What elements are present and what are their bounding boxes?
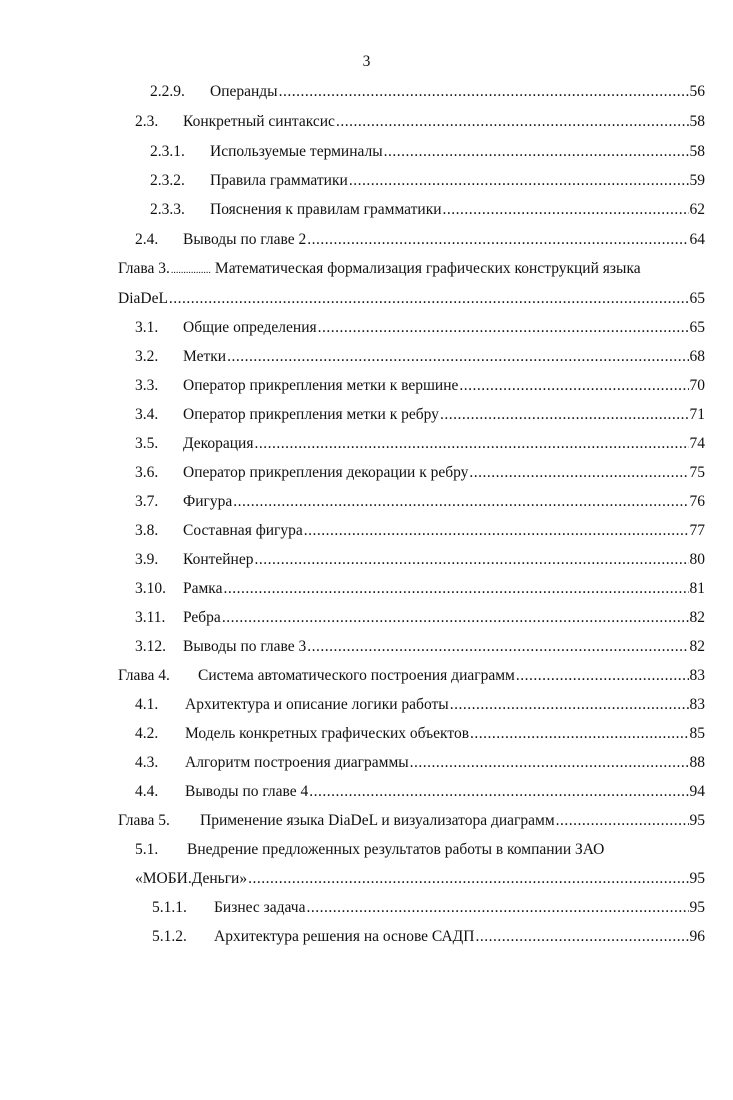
toc-entry-page: 56 <box>689 83 705 100</box>
toc-entry-number: 4.1. <box>135 696 159 713</box>
toc-entry-title: Выводы по главе 2 <box>183 231 307 248</box>
toc-chapter-3-heading[interactable] <box>118 260 641 282</box>
toc-entry-number: 3.5. <box>135 435 159 452</box>
toc-entry-3-4[interactable] <box>135 406 705 428</box>
toc-entry-2-3-1[interactable] <box>150 143 705 165</box>
toc-entry-page: 71 <box>689 406 705 423</box>
dot-leader <box>516 667 689 685</box>
toc-entry-page: 75 <box>689 464 705 481</box>
toc-entry-page: 88 <box>689 754 705 771</box>
dot-leader <box>469 464 688 482</box>
page-number: 3 <box>362 53 371 70</box>
toc-entry-4-2[interactable] <box>135 725 705 747</box>
toc-entry-4-1[interactable] <box>135 696 705 718</box>
toc-entry-number: Глава 5. <box>118 812 170 829</box>
toc-entry-title: Используемые терминалы <box>210 143 383 160</box>
toc-entry-title: Общие определения <box>183 319 317 336</box>
dot-leader <box>254 435 688 453</box>
dot-leader <box>306 899 688 917</box>
toc-entry-number: 5.1. <box>135 841 159 858</box>
toc-entry-page: 64 <box>689 231 705 248</box>
toc-entry-number: 4.2. <box>135 725 159 742</box>
toc-entry-title: Архитектура решения на основе САДП <box>214 928 475 945</box>
dot-leader <box>233 493 688 511</box>
dot-leader <box>459 377 688 395</box>
toc-entry-number: 3.2. <box>135 348 159 365</box>
toc-entry-number: 5.1.2. <box>152 928 187 945</box>
toc-entry-number: 3.11. <box>135 609 166 626</box>
dot-leader <box>450 696 689 714</box>
toc-entry-3-8[interactable] <box>135 522 705 544</box>
dot-leader <box>304 522 689 540</box>
toc-entry-number: 2.4. <box>135 231 159 248</box>
toc-entry-title: Пояснения к правилам грамматики <box>210 201 442 218</box>
toc-entry-4-3[interactable] <box>135 754 705 776</box>
toc-entry-number: Глава 4. <box>118 667 170 684</box>
toc-entry-title: Конкретный синтаксис <box>183 113 335 130</box>
dot-leader <box>556 812 689 830</box>
toc-entry-title: Метки <box>183 348 227 365</box>
toc-entry-number: 4.4. <box>135 783 159 800</box>
toc-entry-number: 3.3. <box>135 377 159 394</box>
dot-leader <box>349 172 689 190</box>
toc-entry-page: 65 <box>689 290 705 307</box>
toc-entry-3-2[interactable] <box>135 348 705 370</box>
toc-entry-5-1-continuation[interactable] <box>135 870 705 892</box>
toc-entry-page: 70 <box>689 377 705 394</box>
toc-entry-title: Модель конкретных графических объектов <box>185 725 470 742</box>
dot-leader <box>470 725 688 743</box>
dot-leader <box>318 319 689 337</box>
dot-leader <box>336 113 689 131</box>
toc-entry-title: Выводы по главе 3 <box>183 638 307 655</box>
toc-entry-page: 77 <box>689 522 705 539</box>
toc-entry-3-1[interactable] <box>135 319 705 341</box>
toc-entry-title: Оператор прикрепления декорации к ребру <box>183 464 469 481</box>
toc-entry-3-10[interactable] <box>135 580 705 602</box>
toc-entry-title: Выводы по главе 4 <box>185 783 309 800</box>
toc-entry-title: Применение языка DiaDeL и визуализатора диаграмм <box>200 812 555 829</box>
toc-entry-page: 59 <box>689 172 705 189</box>
dot-leader <box>384 143 689 161</box>
dot-leader <box>410 754 689 772</box>
toc-entry-page: 58 <box>689 113 705 130</box>
toc-entry-page: 58 <box>689 143 705 160</box>
toc-entry-2-3-3[interactable] <box>150 201 705 223</box>
toc-entry-3-11[interactable] <box>135 609 705 631</box>
toc-entry-page: 81 <box>689 580 705 597</box>
toc-entry-title: Ребра <box>183 609 221 626</box>
toc-entry-page: 85 <box>689 725 705 742</box>
toc-entry-page: 68 <box>689 348 705 365</box>
toc-entry-title: Архитектура и описание логики работы <box>185 696 449 713</box>
toc-entry-5-1-2[interactable] <box>152 928 705 950</box>
toc-entry-3-9[interactable] <box>135 551 705 573</box>
toc-entry-number: 3.6. <box>135 464 159 481</box>
toc-entry-number: 3.7. <box>135 493 159 510</box>
toc-entry-4-4[interactable] <box>135 783 705 805</box>
dot-leader <box>227 348 688 366</box>
toc-entry-title: Контейнер <box>183 551 254 568</box>
dot-leader: ................ <box>170 265 211 276</box>
toc-chapter-4[interactable] <box>118 667 705 689</box>
dot-leader <box>475 928 688 946</box>
dot-leader <box>307 231 688 249</box>
toc-entry-title: Система автоматического построения диаграмм <box>198 667 515 684</box>
toc-entry-title: Фигура <box>183 493 233 510</box>
toc-chapter-5[interactable] <box>118 812 705 834</box>
toc-entry-title: Оператор прикрепления метки к ребру <box>183 406 439 423</box>
toc-entry-3-6[interactable] <box>135 464 705 486</box>
toc-entry-title: Оператор прикрепления метки к вершине <box>183 377 459 394</box>
toc-entry-3-7[interactable] <box>135 493 705 515</box>
toc-entry-number: 3.12. <box>135 638 166 655</box>
toc-entry-title: Правила грамматики <box>210 172 348 189</box>
toc-entry-2-4[interactable] <box>135 231 705 253</box>
toc-entry-number: 3.1. <box>135 319 159 336</box>
dot-leader <box>440 406 689 424</box>
toc-entry-page: 96 <box>689 928 705 945</box>
toc-entry-3-12[interactable] <box>135 638 705 660</box>
dot-leader <box>222 609 689 627</box>
toc-entry-number: 2.3.2. <box>150 172 185 189</box>
toc-entry-title: DiaDeL <box>118 290 168 307</box>
toc-entry-number: 2.3.3. <box>150 201 185 218</box>
toc-entry-number: 2.2.9. <box>150 83 185 100</box>
toc-entry-page: 62 <box>689 201 705 218</box>
toc-entry-title: Рамка <box>183 580 223 597</box>
dot-leader <box>254 551 688 569</box>
toc-entry-page: 76 <box>689 493 705 510</box>
dot-leader <box>223 580 688 598</box>
toc-entry-3-5[interactable] <box>135 435 705 457</box>
toc-entry-page: 95 <box>689 899 705 916</box>
toc-entry-3-3[interactable] <box>135 377 705 399</box>
toc-entry-number: 4.3. <box>135 754 159 771</box>
toc-entry-number: 3.8. <box>135 522 159 539</box>
toc-entry-5-1-heading[interactable] <box>135 841 604 863</box>
toc-entry-number: 3.4. <box>135 406 159 423</box>
toc-entry-2-3[interactable] <box>135 113 705 135</box>
toc-entry-number: 3.9. <box>135 551 159 568</box>
toc-entry-number: 2.3.1. <box>150 143 185 160</box>
toc-entry-title: Математическая формализация графических конструкций языка <box>214 260 641 277</box>
toc-entry-title: «МОБИ.Деньги» <box>135 870 248 887</box>
toc-entry-title: Алгоритм построения диаграммы <box>185 754 409 771</box>
toc-entry-title: Составная фигура <box>183 522 303 539</box>
toc-chapter-3-continuation[interactable] <box>118 290 705 312</box>
toc-entry-number: 2.3. <box>135 113 159 130</box>
toc-entry-page: 74 <box>689 435 705 452</box>
dot-leader <box>248 870 688 888</box>
toc-entry-title: Внедрение предложенных результатов работы в компании ЗАО <box>187 841 605 858</box>
toc-entry-page: 82 <box>689 638 705 655</box>
toc-entry-page: 83 <box>689 667 705 684</box>
toc-entry-page: 83 <box>689 696 705 713</box>
toc-entry-5-1-1[interactable] <box>152 899 705 921</box>
toc-entry-title: Декорация <box>183 435 254 452</box>
toc-entry-page: 94 <box>689 783 705 800</box>
toc-entry-page: 95 <box>689 812 705 829</box>
dot-leader <box>279 83 689 101</box>
toc-entry-page: 82 <box>689 609 705 626</box>
dot-leader <box>307 638 688 656</box>
toc-entry-title: Бизнес задача <box>214 899 306 916</box>
toc-entry-number: Глава 3. <box>118 260 170 277</box>
toc-entry-page: 95 <box>689 870 705 887</box>
toc-entry-2-2-9[interactable] <box>150 83 705 105</box>
toc-entry-2-3-2[interactable] <box>150 172 705 194</box>
toc-entry-title: Операнды <box>210 83 278 100</box>
dot-leader <box>443 201 689 219</box>
toc-entry-page: 65 <box>689 319 705 336</box>
toc-entry-page: 80 <box>689 551 705 568</box>
toc-entry-number: 5.1.1. <box>152 899 187 916</box>
dot-leader <box>309 783 688 801</box>
dot-leader <box>169 290 689 308</box>
toc-entry-number: 3.10. <box>135 580 166 597</box>
